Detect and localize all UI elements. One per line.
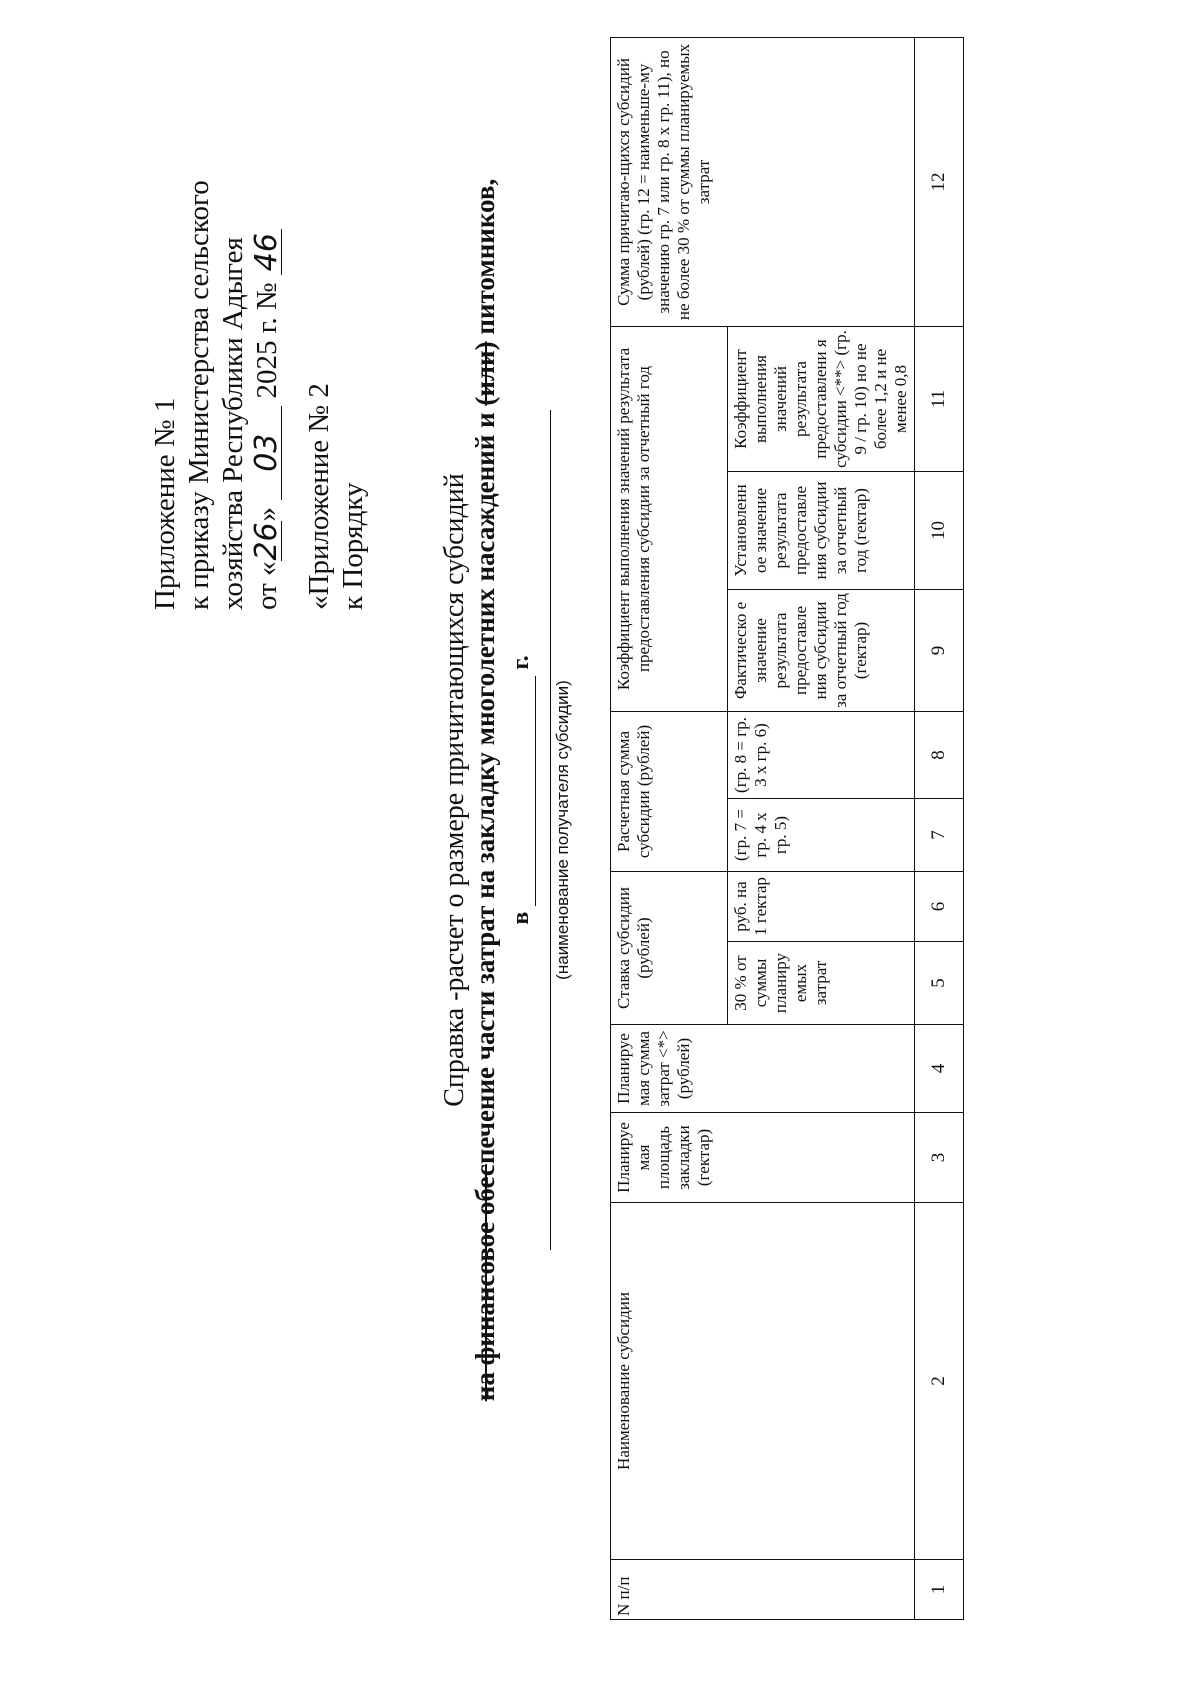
column-number: 10 — [915, 471, 964, 589]
struck-text: на финансовое обес — [470, 1164, 500, 1402]
year-blank — [513, 676, 536, 906]
header-cell: Коэффициент выполнения значений результата предоставления субсидии за отчетный год — [611, 326, 728, 711]
header-cell: Ставка субсидии (рублей) — [611, 872, 728, 1025]
document-sheet — [30, 30, 1030, 1620]
reference-line: «Приложение № 2 — [303, 383, 335, 610]
calculation-table — [610, 37, 964, 1620]
column-number: 3 — [915, 1113, 964, 1203]
title-line: Справка -расчет о размере причитающихся субсидий — [439, 473, 470, 1107]
column-number: 4 — [915, 1025, 964, 1113]
header-cell: Планируе мая площадь закладки (гектар) — [611, 1113, 915, 1203]
header-cell: Планируе мая сумма затрат <*> (рублей) — [611, 1025, 915, 1113]
handwritten-month: 03 — [253, 406, 282, 500]
appendix-date-line — [250, 30, 284, 610]
header-cell: Расчетная сумма субсидии (рублей) — [611, 711, 728, 871]
column-number-row — [915, 37, 964, 1619]
document-title — [440, 140, 536, 1440]
header-cell: (гр. 7 = гр. 4 х гр. 5) — [728, 799, 915, 872]
title-year-line — [506, 140, 536, 1440]
header-cell: N п/п — [611, 1560, 915, 1620]
title-subject-line — [470, 140, 500, 1440]
header-cell: Фактическо е значение результата предоставле ния субсидии за отчетный год (гектар) — [728, 589, 915, 711]
reference-line: к Порядку — [337, 482, 369, 610]
date-year: 2025 г. № — [251, 282, 283, 399]
table-header-row — [611, 37, 728, 1619]
title-subject-end: питомников, — [470, 178, 500, 335]
recipient-caption: (наименование получателя субсидии) — [550, 410, 573, 1250]
handwritten-day: 26 — [249, 522, 284, 561]
column-number: 9 — [915, 589, 964, 711]
column-number: 2 — [915, 1203, 964, 1560]
title-subject-text: печение части затрат на закладку многолетних насаждений и — [470, 412, 500, 1165]
date-mid: » — [251, 506, 283, 522]
column-number: 5 — [915, 942, 964, 1025]
header-cell: (гр. 8 = гр. 3 х гр. 6) — [728, 711, 915, 798]
header-cell: 30 % от суммы планиру емых затрат — [728, 942, 915, 1025]
column-number: 12 — [915, 37, 964, 326]
column-number: 6 — [915, 872, 964, 942]
column-number: 11 — [915, 326, 964, 471]
handwritten-order-number: 46 — [253, 229, 282, 275]
appendix-line: хозяйства Республики Адыгея — [217, 237, 249, 610]
header-cell: руб. на 1 гектар — [728, 872, 915, 942]
appendix-line: к приказу Министерства сельского — [183, 180, 215, 610]
appendix-header — [148, 30, 370, 610]
header-cell: Наименование субсидии — [611, 1203, 915, 1560]
header-cell: Коэффициент выполнения значений результата предоставлени я субсидии <**> (гр. 9 / гр. 10) но не более 1,2 и не менее 0,8 — [728, 326, 915, 471]
column-number: 7 — [915, 799, 964, 872]
appendix-line: Приложение № 1 — [149, 397, 181, 610]
column-number: 8 — [915, 711, 964, 798]
column-number: 1 — [915, 1560, 964, 1620]
year-prefix: в — [508, 911, 534, 925]
header-cell: Установленн ое значение результата предоставле ния субсидии за отчетный год (гектар) — [728, 471, 915, 589]
header-cell: Сумма причитаю-щихся субсидий (рублей) (гр. 12 = наименьше-му значению гр. 7 или гр. 8 х гр. 11), но не более 30 % от суммы планируемых затрат — [611, 37, 915, 326]
date-prefix: от « — [251, 561, 283, 610]
struck-text: (или) — [470, 341, 500, 406]
year-suffix: г. — [508, 655, 534, 670]
